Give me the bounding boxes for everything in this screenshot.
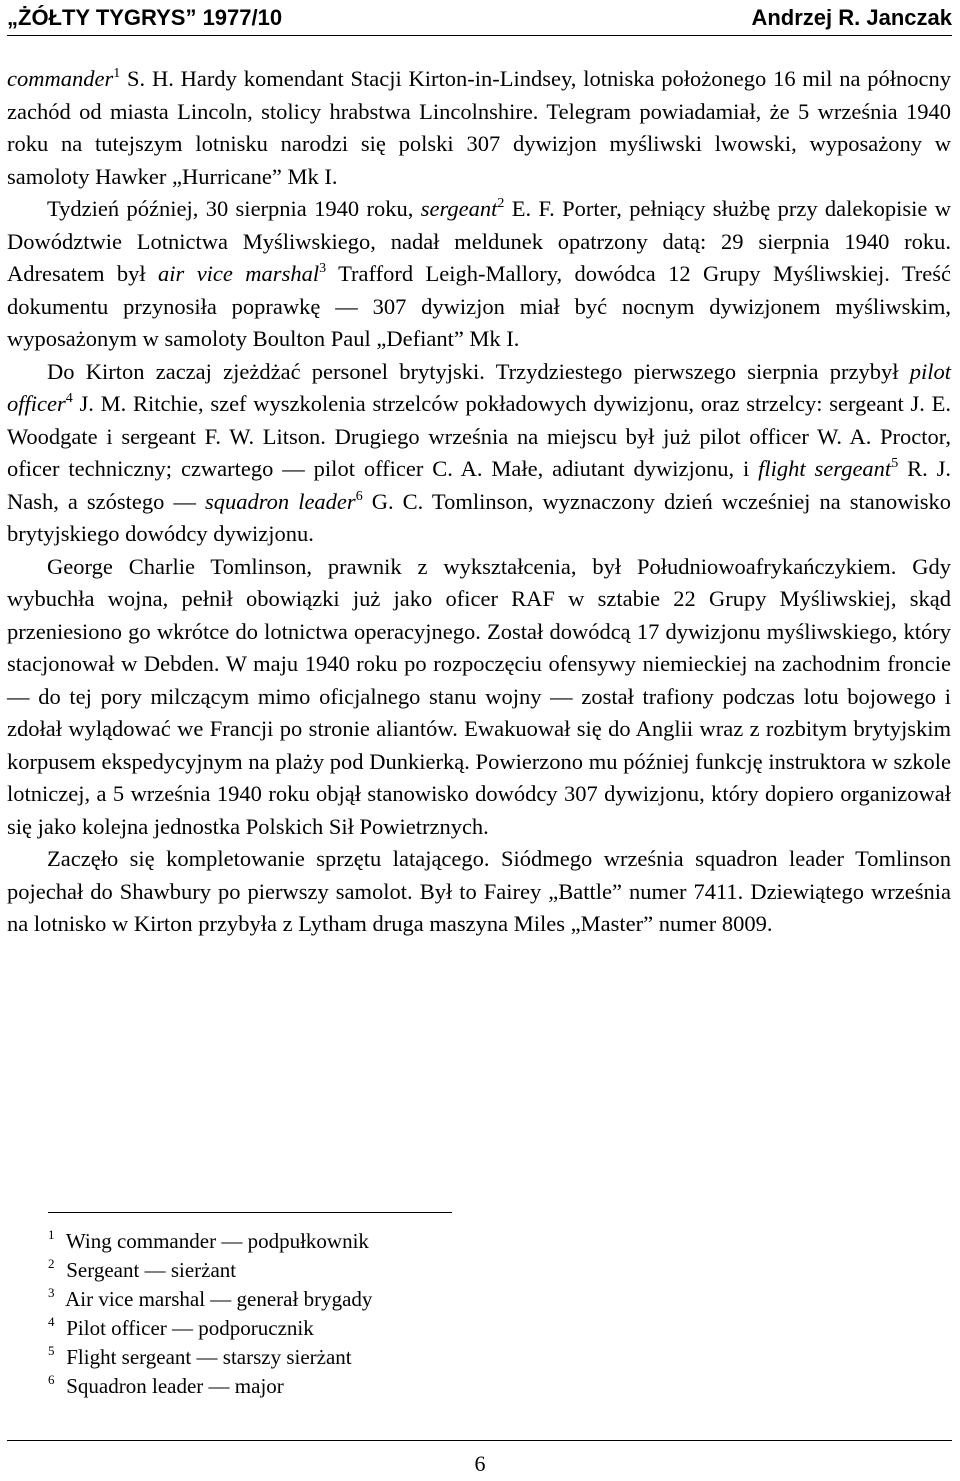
text-run: Tydzień później, 30 sierpnia 1940 roku, <box>47 196 421 221</box>
header-title: „ŻÓŁTY TYGRYS” 1977/10 <box>7 5 283 30</box>
footnote-text: Sergeant — sierżant <box>66 1258 237 1282</box>
text-run: Do Kirton zaczaj zjeżdżać personel brytyjski. Trzydziestego pierwszego sierpnia przybył <box>47 358 910 384</box>
text-run: J. M. Ritchie, szef wyszkolenia strzelców pokładowych dywizjonu, oraz strzelcy: sergeant J. E. Woodgate i sergeant F. W. Litson. Drugiego września na miejscu był już pilot officer W. A. Proctor, oficer techniczny; czwartego — pilot officer C. A. Małe, adiutant dywizjonu, i <box>7 391 951 481</box>
footnote-ref: 6 <box>355 488 363 504</box>
text-run: G. C. Tomlinson, wyznaczony dzień wcześniej na stanowisko brytyjskiego dowódcy dywizjonu. <box>7 488 951 546</box>
italic-term: commander <box>7 66 114 91</box>
footnote-ref: 2 <box>497 196 505 211</box>
footnotes <box>48 1227 372 1401</box>
text-run: Trafford Leigh-Mallory, dowódca 12 Grupy Myśliwskiej. Treść dokumentu przynosiła poprawkę — 307 dywizjon miał być nocnym dywizjonem myśliwskim, wyposażonym w samoloty Boulton Paul „Defiant” Mk I. <box>7 261 952 351</box>
footnote-separator <box>48 1212 452 1213</box>
footnote: 2 Sergeant — sierżant <box>48 1256 237 1282</box>
italic-term: sergeant <box>420 196 498 221</box>
paragraph <box>7 63 951 193</box>
italic-term: air vice marshal <box>158 261 320 286</box>
footnote: 6 Squadron leader — major <box>48 1372 284 1398</box>
text-run: George Charlie Tomlinson, prawnik z wykształcenia, był Południowoafrykańczykiem. Gdy wybuchła wojna, pełnił obowiązki już jako oficer RAF w sztabie 22 Grupy Myśliwskiej, skąd przeniesiono go wkrótce do lotnictwa operacyjnego. Został dowódcą 17 dywizjonu myśliwskiego, który stacjonował w Debden. W maju 1940 roku po rozpoczęciu ofensywy niemieckiej na zachodnim froncie — do tej pory milczącym mimo oficjalnego stanu wojny — został trafiony podczas lotu bojowego i zdołał wylądować we Francji po stronie aliantów. Ewakuował się do Anglii wraz z rozbitym brytyjskim korpusem ekspedycyjnym na plaży pod Dunkierką. Powierzono mu później funkcję instruktora w szkole lotniczej, a 5 września 1940 roku objął stanowisko dowódcy 307 dywizjonu, który dopiero organizował się jako kolejna jednostka Polskich Sił Powietrznych. <box>7 553 951 839</box>
footnote: 1 Wing commander — podpułkownik <box>48 1227 369 1253</box>
footnote-text: Air vice marshal — generał brygady <box>65 1287 373 1311</box>
paragraph <box>7 356 951 551</box>
text-run: R. J. Nash, a szóstego — <box>7 456 951 514</box>
footnote: 3 Air vice marshal — generał brygady <box>48 1285 373 1311</box>
footnote-text: Pilot officer — podporucznik <box>66 1316 314 1340</box>
footnote-ref: 4 <box>65 391 73 406</box>
footnote-ref: 5 <box>891 456 899 471</box>
header-rule <box>7 35 952 36</box>
running-header <box>7 4 952 36</box>
body-text <box>7 63 951 941</box>
text-run: Zaczęło się kompletowanie sprzętu latającego. Siódmego września squadron leader Tomlinson pojechał do Shawbury po pierwszy samolot. Był to Fairey „Battle” numer 7411. Dziewiątego września na lotnisko w Kirton przybyła z Lytham druga maszyna Miles „Master” numer 8009. <box>7 846 951 936</box>
paragraph <box>7 843 951 941</box>
footer-rule <box>7 1440 952 1441</box>
footnote: 4 Pilot officer — podporucznik <box>48 1314 314 1340</box>
footnote-ref: 3 <box>319 261 327 276</box>
italic-term: pilot officer <box>7 358 951 416</box>
page-number: 6 <box>474 1451 486 1476</box>
footnote-text: Squadron leader — major <box>66 1374 284 1398</box>
italic-term: flight sergeant <box>758 456 892 481</box>
italic-term: squadron leader <box>204 488 356 514</box>
header-author: Andrzej R. Janczak <box>751 5 952 30</box>
text-run: E. F. Porter, pełniący służbę przy dalekopisie w Dowództwie Lotnictwa Myśliwskiego, nadał meldunek opatrzony datą: 29 sierpnia 1940 roku. Adresatem był <box>7 196 952 286</box>
footnote: 5 Flight sergeant — starszy sierżant <box>48 1343 352 1369</box>
footnote-text: Flight sergeant — starszy sierżant <box>66 1345 352 1369</box>
paragraph <box>7 193 951 356</box>
footnote-text: Wing commander — podpułkownik <box>65 1229 369 1253</box>
footnote-ref: 1 <box>113 66 121 81</box>
text-run: S. H. Hardy komendant Stacji Kirton-in-Lindsey, lotniska położonego 16 mil na północny zachód od miasta Lincoln, stolicy hrabstwa Lincolnshire. Telegram powiadamiał, że 5 września 1940 roku na tutejszym lotnisku narodzi się polski 307 dywizjon myśliwski lwowski, wyposażony w samoloty Hawker „Hurricane” Mk I. <box>7 66 951 189</box>
paragraph <box>7 551 951 844</box>
